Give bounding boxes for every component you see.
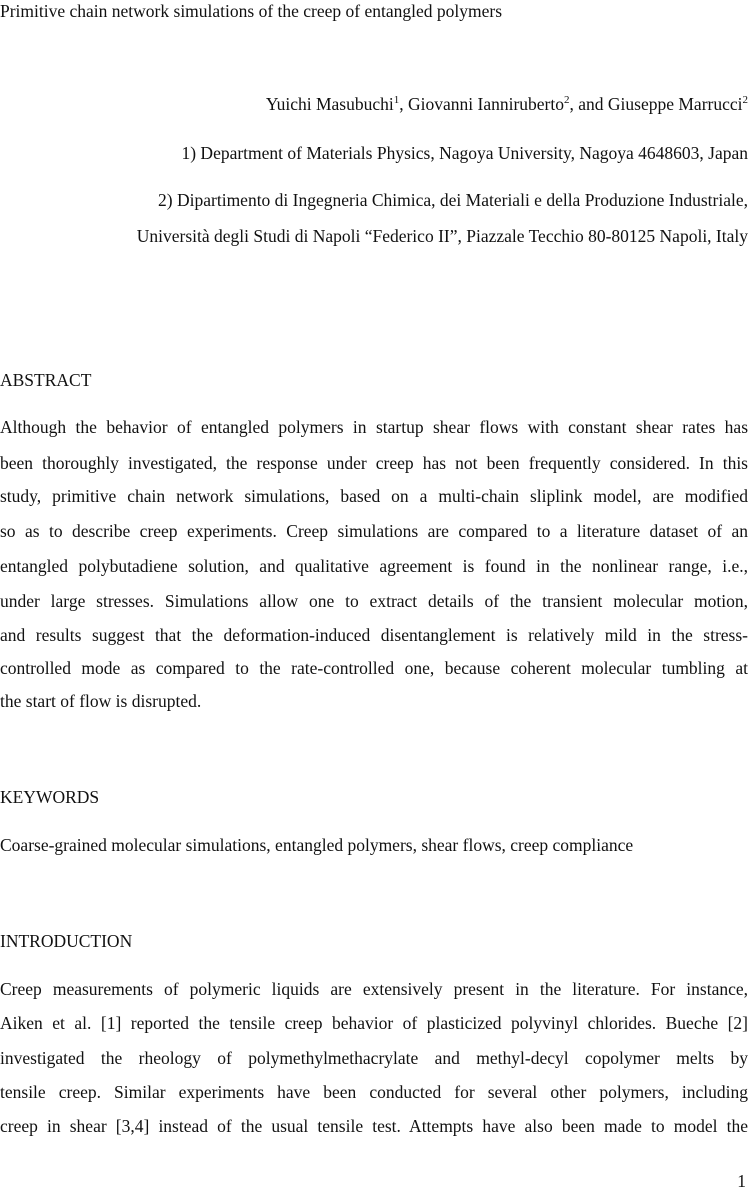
author-name: , and Giuseppe Marrucci bbox=[569, 94, 743, 114]
affiliation-line: Università degli Studi di Napoli “Federico II”, Piazzale Tecchio 80-80125 Napoli, Italy bbox=[136, 226, 748, 246]
paper-title: Primitive chain network simulations of the creep of entangled polymers bbox=[0, 1, 503, 21]
abstract-line: the start of flow is disrupted. bbox=[0, 691, 202, 711]
abstract-line: Although the behavior of entangled polymers in startup shear flows with constant shear rates has bbox=[0, 417, 748, 437]
keywords-text: Coarse-grained molecular simulations, entangled polymers, shear flows, creep compliance bbox=[0, 835, 634, 855]
author-affiliation-marker: 2 bbox=[742, 94, 748, 107]
page-number: 1 bbox=[737, 1171, 746, 1191]
author-affiliation-marker: 2 bbox=[564, 94, 570, 107]
author-name: , Giovanni Ianniruberto bbox=[399, 94, 564, 114]
author-list bbox=[266, 93, 748, 115]
abstract-line: controlled mode as compared to the rate-controlled one, because coherent molecular tumbling at bbox=[0, 658, 748, 678]
introduction-line: Aiken et al. [1] reported the tensile creep behavior of plasticized polyvinyl chlorides. Bueche [2] bbox=[0, 1013, 748, 1033]
abstract-line: entangled polybutadiene solution, and qualitative agreement is found in the nonlinear range, i.e., bbox=[0, 556, 748, 576]
introduction-heading: INTRODUCTION bbox=[0, 931, 133, 951]
keywords-heading: KEYWORDS bbox=[0, 787, 100, 807]
abstract-line: so as to describe creep experiments. Creep simulations are compared to a literature dataset of an bbox=[0, 521, 748, 541]
abstract-line: and results suggest that the deformation-induced disentanglement is relatively mild in the stress- bbox=[0, 625, 748, 645]
abstract-line: been thoroughly investigated, the response under creep has not been frequently considered. In this bbox=[0, 453, 748, 473]
affiliation-line: 2) Dipartimento di Ingegneria Chimica, dei Materiali e della Produzione Industriale, bbox=[158, 190, 748, 210]
affiliation-line: 1) Department of Materials Physics, Nagoya University, Nagoya 4648603, Japan bbox=[181, 143, 748, 163]
abstract-line: under large stresses. Simulations allow one to extract details of the transient molecular motion, bbox=[0, 591, 748, 611]
introduction-line: tensile creep. Similar experiments have been conducted for several other polymers, including bbox=[0, 1082, 748, 1102]
introduction-line: creep in shear [3,4] instead of the usual tensile test. Attempts have also been made to model the bbox=[0, 1116, 748, 1136]
author-affiliation-marker: 1 bbox=[393, 94, 400, 107]
author-name: Yuichi Masubuchi bbox=[265, 94, 394, 114]
introduction-line: investigated the rheology of polymethylmethacrylate and methyl-decyl copolymer melts by bbox=[0, 1048, 748, 1068]
abstract-line: study, primitive chain network simulations, based on a multi-chain sliplink model, are modified bbox=[0, 486, 748, 506]
introduction-line: Creep measurements of polymeric liquids are extensively present in the literature. For instance, bbox=[0, 979, 748, 999]
abstract-heading: ABSTRACT bbox=[0, 370, 92, 390]
